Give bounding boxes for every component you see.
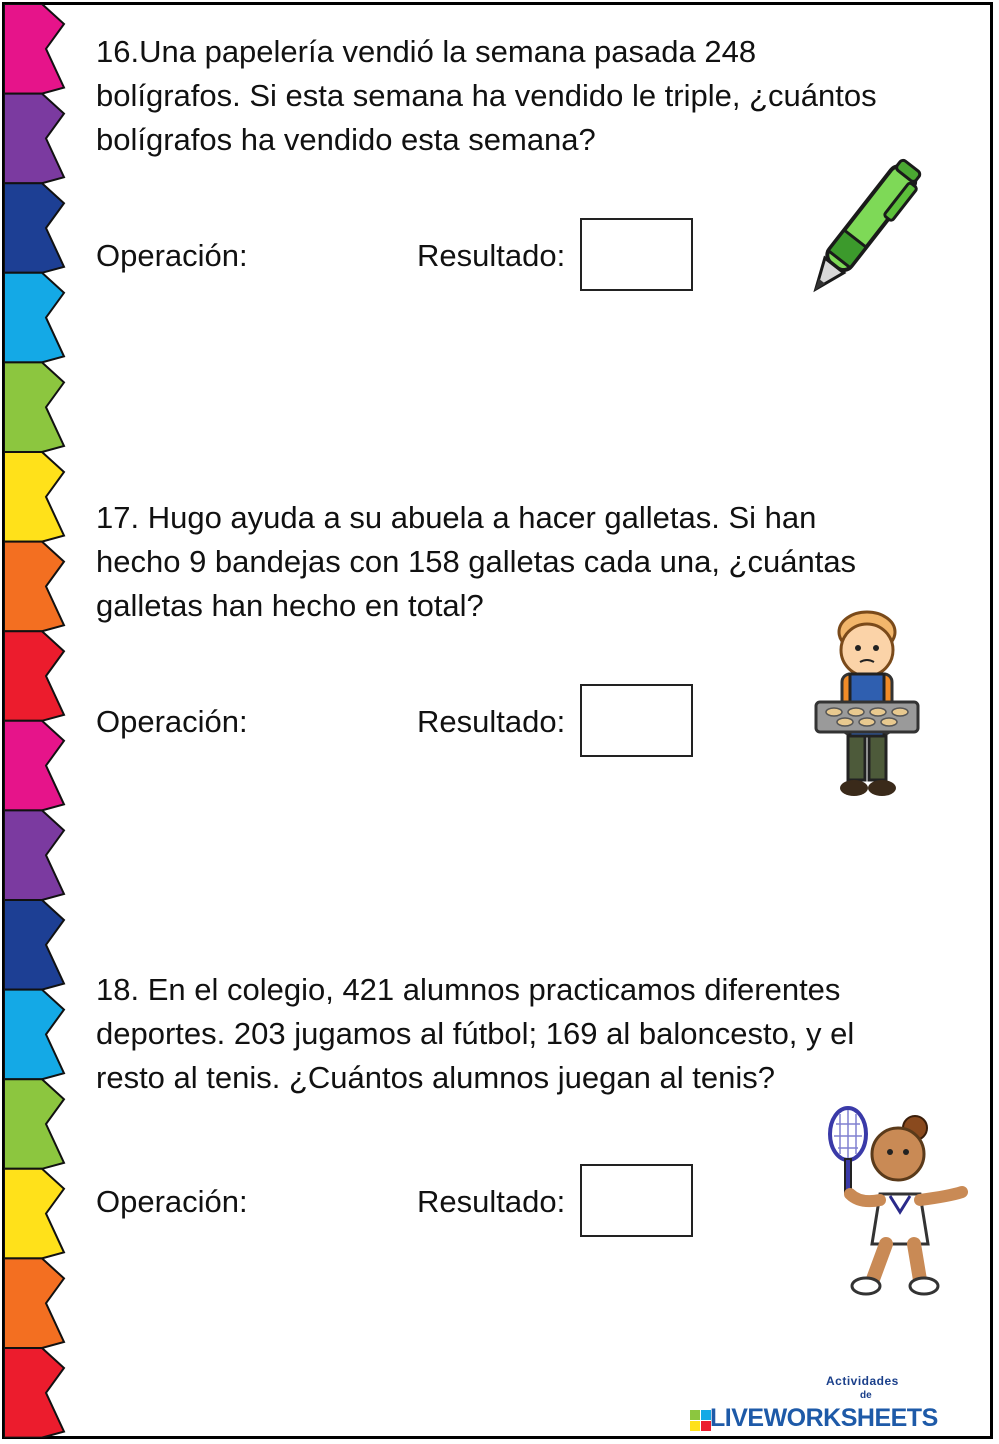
problem-text-line: 18. En el colegio, 421 alumnos practicamos diferentes	[96, 972, 841, 1007]
zigzag-segment	[4, 990, 64, 1080]
operation-label: Operación:	[96, 704, 248, 739]
brand-main-text: LIVEWORKSHEETS	[710, 1404, 938, 1432]
zigzag-segment	[4, 94, 64, 184]
zigzag-segment	[4, 542, 64, 632]
result-label: Resultado:	[417, 704, 566, 739]
boy-with-cookie-tray-icon	[812, 602, 922, 802]
problem-text-line: hecho 9 bandejas con 158 galletas cada una, ¿cuántas	[96, 544, 857, 579]
problem-text-line: 17. Hugo ayuda a su abuela a hacer galletas. Si han	[96, 500, 817, 535]
brand-small-text: Actividades	[826, 1374, 899, 1388]
problem-text-line: bolígrafos. Si esta semana ha vendido le triple, ¿cuántos	[96, 78, 877, 113]
zigzag-segment	[4, 362, 64, 452]
problem-text-line: galletas han hecho en total?	[96, 588, 484, 623]
zigzag-segment	[4, 452, 64, 542]
green-pen-icon	[800, 145, 925, 315]
result-answer-box[interactable]	[580, 218, 693, 291]
zigzag-segment	[4, 273, 64, 363]
zigzag-segment	[4, 183, 64, 273]
girl-playing-tennis-icon	[820, 1104, 970, 1299]
operation-label: Operación:	[96, 1184, 248, 1219]
zigzag-segment	[4, 1348, 64, 1438]
zigzag-segment	[4, 631, 64, 721]
zigzag-segment	[4, 721, 64, 811]
problem-18-text	[96, 968, 956, 1100]
problem-text-line: resto al tenis. ¿Cuántos alumnos juegan al tenis?	[96, 1060, 775, 1095]
problem-text-line: bolígrafos ha vendido esta semana?	[96, 122, 596, 157]
problem-text-line: 16.Una papelería vendió la semana pasada 248	[96, 34, 757, 69]
result-answer-box[interactable]	[580, 684, 693, 757]
liveworksheets-logo	[688, 1372, 988, 1440]
zigzag-segment	[4, 1079, 64, 1169]
result-answer-box[interactable]	[580, 1164, 693, 1237]
live-badge-icon	[690, 1410, 712, 1432]
brand-tiny-text: de	[860, 1390, 872, 1401]
zigzag-segment	[4, 900, 64, 990]
problem-16-text	[96, 30, 956, 162]
zigzag-segment	[4, 1258, 64, 1348]
result-label: Resultado:	[417, 238, 566, 273]
problem-text-line: deportes. 203 jugamos al fútbol; 169 al baloncesto, y el	[96, 1016, 855, 1051]
rainbow-zigzag-border	[4, 4, 68, 1438]
zigzag-segment	[4, 810, 64, 900]
zigzag-segment	[4, 1169, 64, 1259]
result-label: Resultado:	[417, 1184, 566, 1219]
zigzag-segment	[4, 4, 64, 94]
operation-label: Operación:	[96, 238, 248, 273]
